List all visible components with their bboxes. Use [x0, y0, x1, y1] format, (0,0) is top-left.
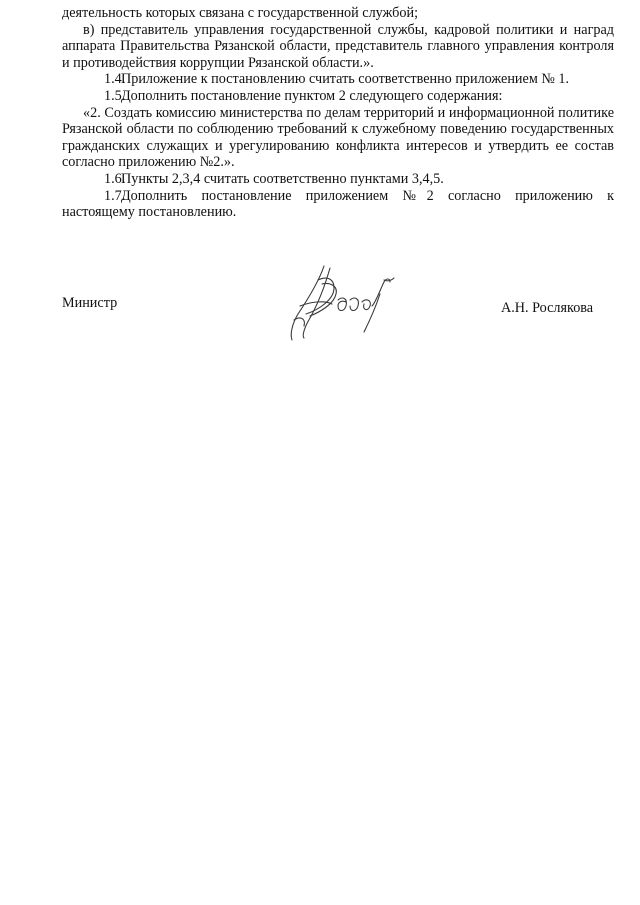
list-item-1-4: [62, 71, 614, 88]
list-item-text: Пункты 2,3,4 считать соответственно пунктами 3,4,5.: [121, 170, 444, 187]
paragraph-continuation: деятельность которых связана с государственной службой;: [62, 5, 419, 21]
list-item-number: 1.6.: [104, 170, 126, 187]
signer-title: Министр: [62, 295, 118, 311]
list-item-text: Приложение к постановлению считать соответственно приложением № 1.: [121, 71, 570, 88]
list-item-1-6: [62, 171, 614, 188]
paragraph-item-v: в) представитель управления государственной службы, кадровой политики и наград аппарата Правительства Рязанской области, представитель главного управления контроля и противодействия коррупции Рязанской области.».: [62, 21, 614, 71]
list-item-number: 1.7.: [104, 187, 126, 204]
list-item-text: Дополнить постановление пунктом 2 следующего содержания:: [121, 87, 503, 104]
signature-block: [0, 260, 640, 350]
list-item-text: Дополнить постановление приложением №2 согласно приложению к настоящему постановлению.: [62, 187, 614, 221]
handwritten-signature: [280, 260, 398, 344]
quoted-paragraph-2: «2. Создать комиссию министерства по делам территорий и информационной политике Рязанской области по соблюдению требований к служебному поведению государственных гражданских служащих и урегулированию конфликта интересов и утвердить ее состав согласно приложению №2.».: [62, 104, 614, 171]
signer-name: А.Н. Рослякова: [501, 300, 594, 316]
list-item-1-5: [62, 88, 614, 105]
list-item-number: 1.4.: [104, 71, 126, 88]
list-item-1-7: [62, 188, 614, 221]
document-body: [62, 5, 614, 221]
list-item-number: 1.5.: [104, 87, 126, 104]
